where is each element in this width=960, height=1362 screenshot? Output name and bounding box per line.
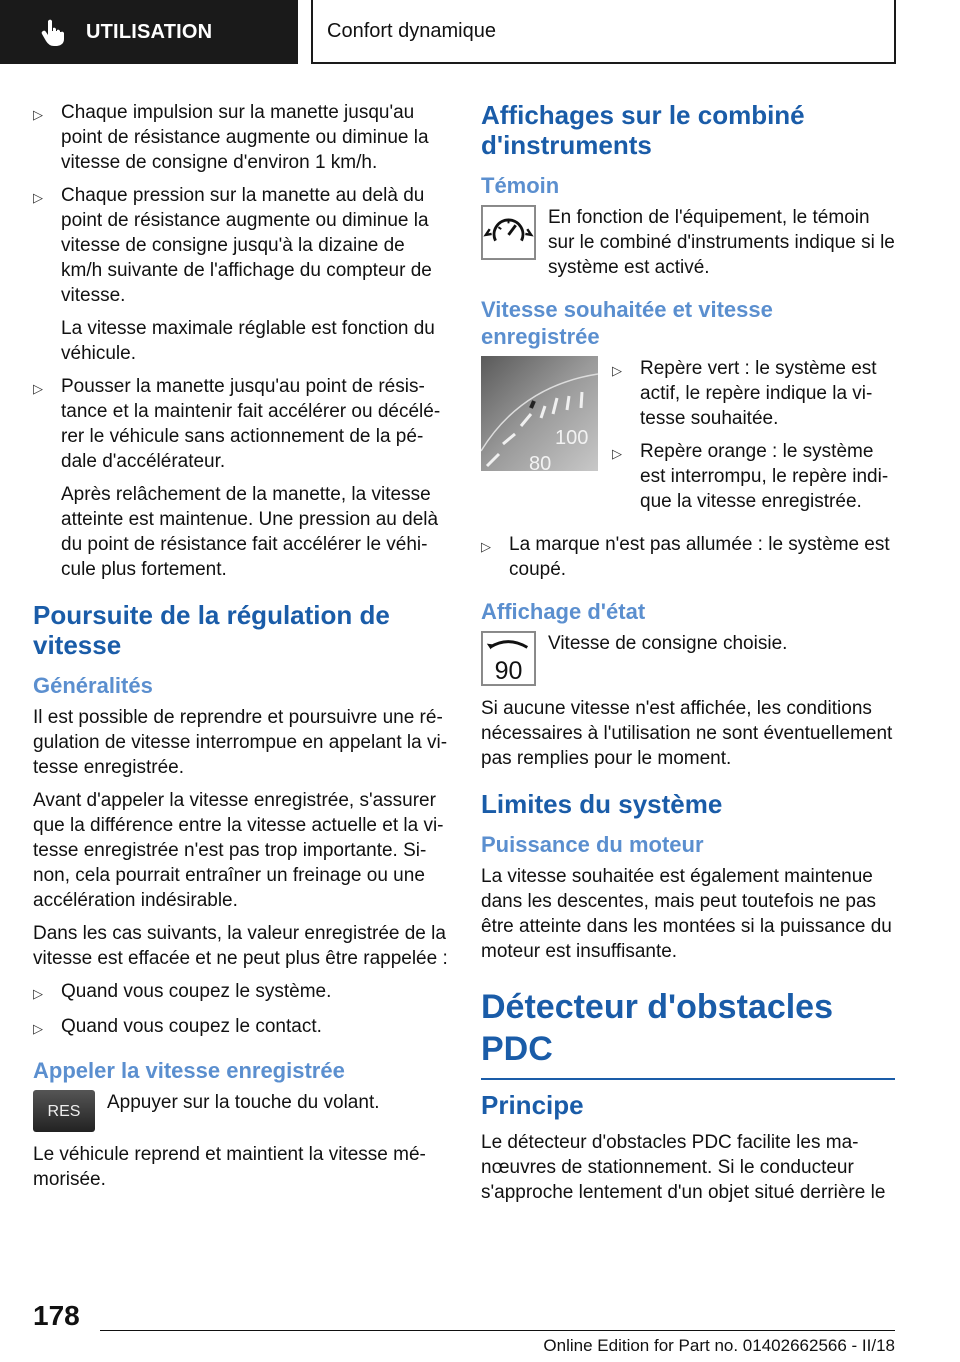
list-item-text: Repère orange : le système est interrompu, le repère indique la vitesse enregistrée. (640, 441, 889, 512)
list-item-text: La marque n'est pas allumée : le système est coupé. (509, 534, 890, 580)
heading-affichages: Affichages sur le combiné d'instruments (481, 100, 805, 160)
res-instruction (33, 1090, 449, 1132)
edition-info: Online Edition for Part no. 01402662566 - II/18 (543, 1336, 895, 1355)
list-item-text: Chaque pression sur la manette au delà du point de résistance augmente ou diminue la vitesse de consigne jusqu'à la dizaine de km/h suivante de l'affichage du compteur de vitesse. (61, 185, 432, 306)
paragraph: Le détecteur d'obstacles PDC facilite les manœuvres de stationnement. Si le conducteur s'approche lentement d'un objet situé derrière le (481, 1132, 886, 1203)
heading-etat: Affichage d'état (481, 599, 646, 624)
res-button-icon: RES (33, 1090, 95, 1132)
triangle-right-icon: ▷ (612, 446, 622, 461)
paragraph: Si aucune vitesse n'est affichée, les conditions nécessaires à l'utilisation ne sont éventuellement pas remplies pour le moment. (481, 698, 893, 769)
gauge-block (481, 356, 895, 522)
list-item (33, 183, 449, 308)
speed-value: 90 (494, 657, 523, 686)
speed-display-icon (481, 631, 536, 686)
right-column (481, 100, 895, 1213)
list-item (612, 439, 895, 514)
cruise-control-icon (481, 205, 536, 260)
list-item (33, 374, 449, 474)
section-title: UTILISATION (86, 20, 213, 43)
triangle-right-icon: ▷ (33, 381, 43, 396)
hand-icon (40, 18, 66, 46)
triangle-right-icon: ▷ (33, 986, 43, 1001)
etat-block (481, 631, 895, 686)
heading-principe: Principe (481, 1090, 584, 1120)
paragraph: Le véhicule reprend et maintient la vitesse mémorisée. (33, 1144, 426, 1190)
list-item (33, 979, 449, 1006)
left-column (33, 100, 449, 1200)
list-item (481, 532, 895, 582)
page-number: 178 (33, 1300, 80, 1331)
gauge-bullets (612, 356, 895, 522)
triangle-right-icon: ▷ (33, 1021, 43, 1036)
speedometer-image (481, 356, 598, 471)
page-header (0, 0, 960, 66)
list-item-text: Chaque impulsion sur la manette jusqu'au point de résistance augmente ou diminue la vitesse de consigne d'environ 1 km/h. (61, 102, 429, 173)
list-item (612, 356, 895, 431)
triangle-right-icon: ▷ (612, 363, 622, 378)
list-item-text: Pousser la manette jusqu'au point de résistance et la maintenir fait accélérer ou décélérer le véhicule sans actionnement de la pédale d'accélérateur. (61, 376, 441, 472)
triangle-right-icon: ▷ (33, 190, 43, 205)
list-item-text: Quand vous coupez le système. (61, 981, 332, 1002)
gauge-label-80: 80 (529, 453, 552, 471)
section-tab (0, 0, 298, 64)
paragraph: Avant d'appeler la vitesse enregistrée, s'assurer que la différence entre la vitesse actuelle et la vitesse enregistrée n'est pas trop importante. Sinon, cela pourrait entraîner un freinage ou une accélération indésirable. (33, 790, 444, 911)
list-item-text: Repère vert : le système est actif, le repère indique la vitesse souhaitée. (640, 358, 877, 429)
chapter-tab (311, 0, 896, 64)
heading-limites: Limites du système (481, 789, 723, 819)
footer-divider (100, 1330, 895, 1331)
paragraph: Il est possible de reprendre et poursuivre une régulation de vitesse interrompue en appelant la vitesse enregistrée. (33, 707, 448, 778)
heading-pdc: Détecteur d'obstacles PDC (481, 986, 895, 1080)
chapter-title: Confort dynamique (327, 19, 496, 42)
paragraph: Dans les cas suivants, la valeur enregistrée de la vitesse est effacée et ne peut plus être rappelée : (33, 923, 448, 969)
list-item-text: Quand vous coupez le contact. (61, 1016, 322, 1037)
triangle-right-icon: ▷ (33, 107, 43, 122)
res-instruction-text: Appuyer sur la touche du volant. (107, 1092, 380, 1113)
paragraph: La vitesse souhaitée est également maintenue dans les descentes, mais peut toutefois ne pas être atteinte dans les montées si la puissance du moteur est insuffisante. (481, 866, 892, 962)
indented-note: Après relâchement de la manette, la vitesse atteinte est maintenue. Une pression au delà du point de résistance fait accélérer le véhicule plus fortement. (61, 484, 439, 580)
heading-puissance: Puissance du moteur (481, 832, 704, 857)
indented-note: La vitesse maximale réglable est fonction du véhicule. (61, 318, 435, 364)
heading-appeler: Appeler la vitesse enregistrée (33, 1058, 345, 1083)
heading-poursuite: Poursuite de la régulation de vitesse (33, 600, 390, 660)
gauge-label-100: 100 (555, 427, 589, 449)
heading-temoin: Témoin (481, 173, 560, 198)
triangle-right-icon: ▷ (481, 539, 491, 554)
temoin-text: En fonction de l'équipement, le témoin sur le combiné d'instruments indique si le système est activé. (548, 207, 895, 278)
heading-generalites: Généralités (33, 673, 153, 698)
heading-vitesse: Vitesse souhaitée et vitesse enregistrée (481, 297, 773, 349)
temoin-block (481, 205, 895, 280)
list-item (33, 1014, 449, 1041)
list-item (33, 100, 449, 175)
etat-text: Vitesse de consigne choisie. (548, 633, 788, 654)
